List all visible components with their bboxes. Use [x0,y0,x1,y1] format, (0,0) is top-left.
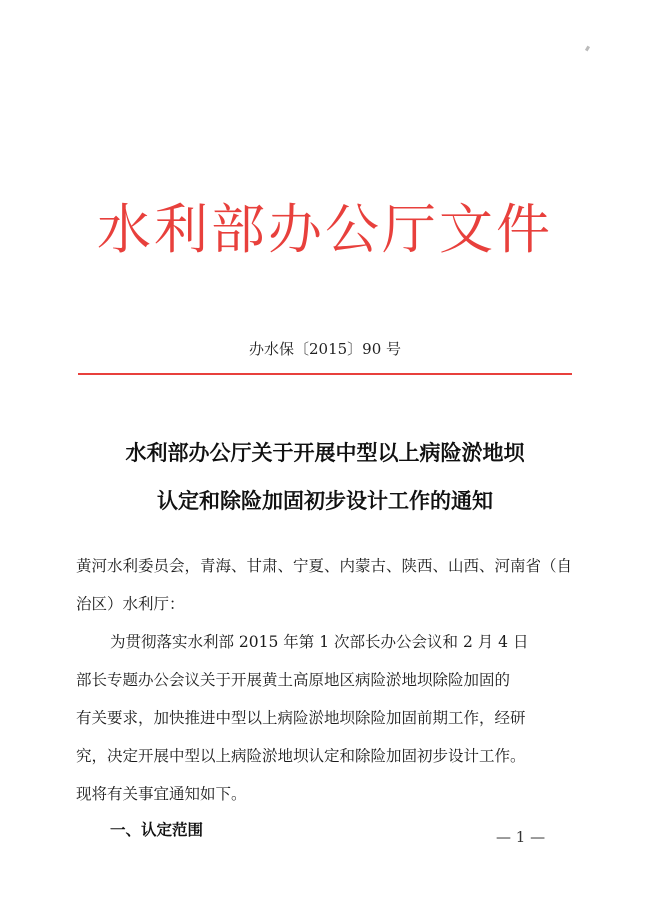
body-line-1: 黄河水利委员会，青海、甘肃、宁夏、内蒙古、陕西、山西、河南省（自 [76,557,573,575]
body-line-4: 部长专题办公会议关于开展黄土高原地区病险淤地坝除险加固的 [76,671,511,689]
red-masthead-title: 水利部办公厅文件 [97,198,553,261]
body-line-6: 究，决定开展中型以上病险淤地坝认定和除险加固初步设计工作。 [76,747,526,765]
page-number: — 1 — [496,828,546,846]
body-line-7: 现将有关事宜通知如下。 [76,785,247,803]
document-number: 办水保〔2015〕90 号 [248,340,402,358]
red-divider-line [78,373,572,375]
body-line-2: 治区）水利厅： [76,595,185,613]
section-heading: 一、认定范围 [110,820,204,839]
notice-title-line-2: 认定和除险加固初步设计工作的通知 [157,488,493,513]
body-line-3: 为贯彻落实水利部 2015 年第 1 次部长办公会议和 2 月 4 日 [110,633,529,651]
body-line-5: 有关要求，加快推进中型以上病险淤地坝除险加固前期工作，经研 [76,709,526,727]
scan-speck [585,46,590,52]
notice-title-line-1: 水利部办公厅关于开展中型以上病险淤地坝 [125,440,525,465]
